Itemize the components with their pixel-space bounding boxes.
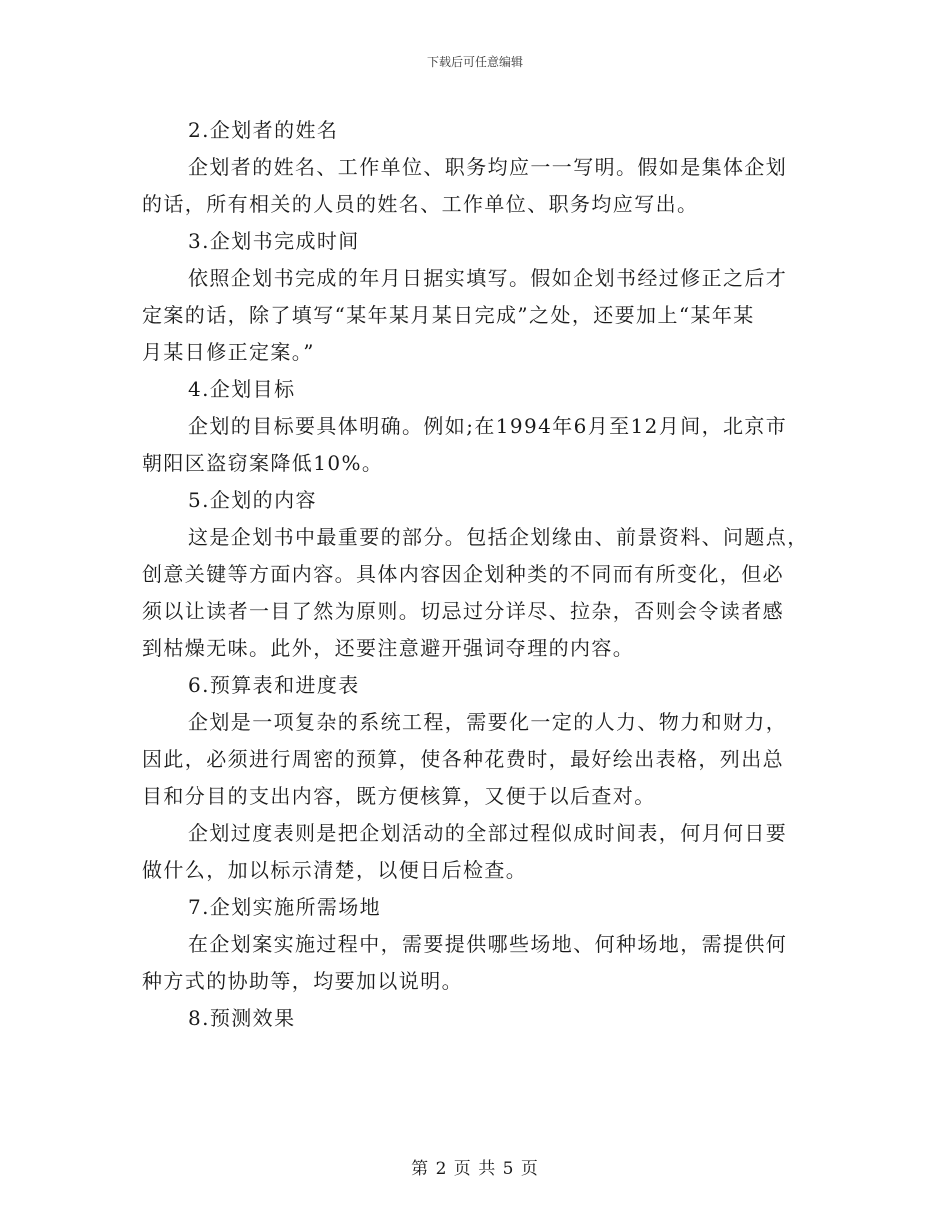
text-line: 须以让读者一目了然为原则。切忌过分详尽、拉杂，否则会令读者感 <box>142 599 784 623</box>
text-line: 目和分目的支出内容，既方便核算，又便于以后查对。 <box>142 784 656 808</box>
text-line: 企划的目标要具体明确。例如;在1994年6月至12月间，北京市 <box>188 414 788 438</box>
text-line: 在企划案实施过程中，需要提供哪些场地、何种场地，需提供何 <box>188 932 788 956</box>
text-line: 月某日修正定案。” <box>142 340 315 364</box>
text-line: 4.企划目标 <box>188 377 296 401</box>
document-body <box>142 112 812 1037</box>
page-header: 下载后可任意编辑 <box>426 55 523 69</box>
text-line: 到枯燥无味。此外，还要注意避开强词夺理的内容。 <box>142 636 635 660</box>
text-line: 6.预算表和进度表 <box>188 673 360 697</box>
text-line: 因此，必须进行周密的预算，使各种花费时，最好绘出表格，列出总 <box>142 747 784 771</box>
text-line: 这是企划书中最重要的部分。包括企划缘由、前景资料、问题点， <box>188 525 809 549</box>
text-line: 依照企划书完成的年月日据实填写。假如企划书经过修正之后才 <box>188 266 788 290</box>
text-line: 的话，所有相关的人员的姓名、工作单位、职务均应写出。 <box>142 192 699 216</box>
text-line: 定案的话，除了填写“某年某月某日完成”之处，还要加上“某年某 <box>142 303 755 327</box>
text-line: 2.企划者的姓名 <box>188 118 339 142</box>
text-line: 8.预测效果 <box>188 1006 296 1030</box>
text-line: 朝阳区盗窃案降低10%。 <box>142 451 384 475</box>
text-line: 3.企划书完成时间 <box>188 229 360 253</box>
page-number-footer: 第 2 页 共 5 页 <box>411 1159 539 1179</box>
text-line: 种方式的协助等，均要加以说明。 <box>142 969 463 993</box>
text-line: 企划是一项复杂的系统工程，需要化一定的人力、物力和财力， <box>188 710 788 734</box>
text-line: 企划过度表则是把企划活动的全部过程似成时间表，何月何日要 <box>188 821 788 845</box>
text-line: 5.企划的内容 <box>188 488 317 512</box>
text-line: 7.企划实施所需场地 <box>188 895 382 919</box>
text-line: 做什么，加以标示清楚，以便日后检查。 <box>142 858 528 882</box>
text-line: 企划者的姓名、工作单位、职务均应一一写明。假如是集体企划 <box>188 155 788 179</box>
text-line: 创意关键等方面内容。具体内容因企划种类的不同而有所变化，但必 <box>142 562 784 586</box>
